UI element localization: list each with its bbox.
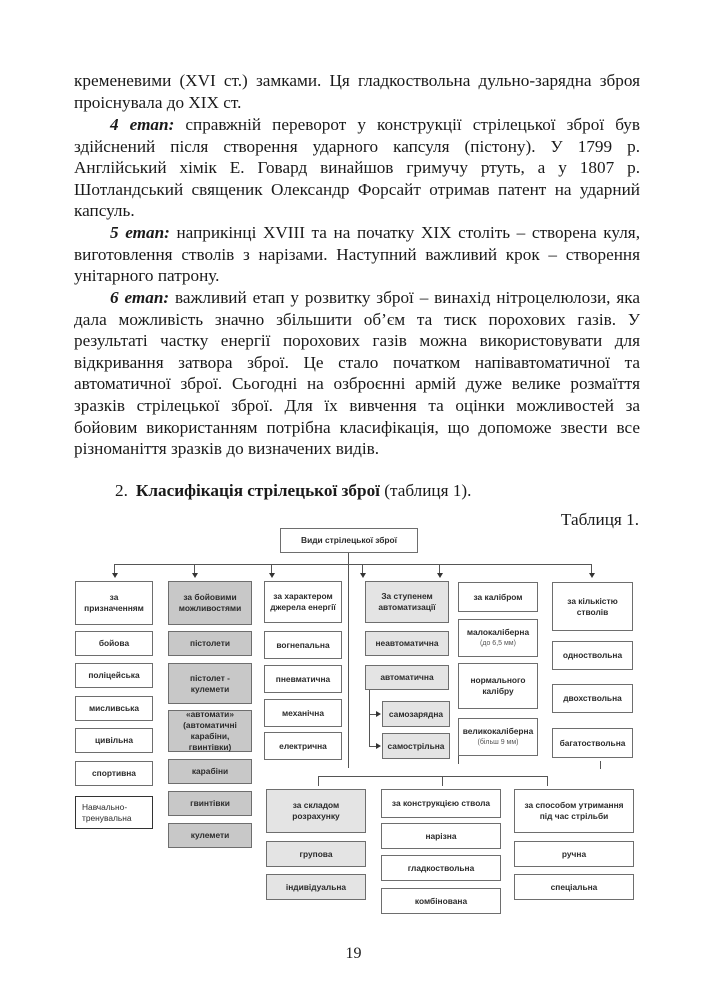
section-heading: 2. Класифікація стрілецької зброї (таблиця 1). [115, 481, 472, 500]
col4-item: самострільна [382, 733, 450, 759]
col9-item: спеціальна [514, 874, 634, 900]
paragraph-stage-6: 6 етап: важливий етап у розвитку зброї – винахід нітроцелюлози, яка дала можливість значно збільшити об’єм та тиск порохових газів. У результаті частку енергії порохових газів можна використовувати для відкривання затвора зброї. Це стало початком напівавтоматичної та автоматичної зброї. Сьогодні на озброєнні армій дуже велике розмаїття зразків стрілецької зброї. Для їх вивчення та оцінки можливостей за бойовим використанням потрібна класифікація, що допоможе звести все різноманіття зразків до визначених видів. [74, 288, 640, 459]
arrow-down-icon [360, 573, 366, 578]
col1-header: за призначенням [75, 581, 153, 625]
col3-item: пневматична [264, 665, 342, 693]
connector-line [114, 564, 592, 565]
connector-line [600, 761, 601, 769]
paragraph-1: кременевими (XVI ст.) замками. Ця гладкоствольна дульно-зарядна зброя проіснувала до XIX ст. [74, 71, 640, 112]
connector-line [318, 776, 548, 777]
col1-item: бойова [75, 631, 153, 656]
col5-item: нормального калібру [458, 663, 538, 709]
arrow-right-icon [376, 711, 381, 717]
connector-line [547, 776, 548, 786]
col1-item: цивільна [75, 728, 153, 753]
col2-item-automats: «автомати» (автоматичні карабіни, гвинтівки) [168, 710, 252, 752]
page-number: 19 [345, 945, 362, 962]
col5-item-large-caliber: великокаліберна (більш 9 мм) [458, 718, 538, 756]
col9-item: ручна [514, 841, 634, 867]
stage-6-label: 6 етап: [110, 288, 170, 307]
col6-header: за кількістю стволів [552, 582, 633, 631]
arrow-down-icon [589, 573, 595, 578]
arrow-down-icon [112, 573, 118, 578]
arrow-down-icon [192, 573, 198, 578]
col8-item: гладкоствольна [381, 855, 501, 881]
col2-item: пістолет - кулемети [168, 663, 252, 704]
col3-header: за характером джерела енергії [264, 581, 342, 623]
col2-item: карабіни [168, 759, 252, 784]
stage-4-label: 4 етап: [110, 115, 175, 134]
col7-item: індивідуальна [266, 874, 366, 900]
col3-item: механічна [264, 699, 342, 727]
col8-header: за конструкцією ствола [381, 789, 501, 818]
paragraph-stage-4: 4 етап: справжній переворот у конструкції стрілецької зброї був здійснений після створення ударного капсуля (пістону). У 1799 р. Англійський хімік Е. Говард винайшов гримучу ртуть, а у 1807 р. Шотландський священик Олександр Форсайт отримав патент на ударний капсуль. [74, 115, 640, 221]
col8-item: комбінована [381, 888, 501, 914]
connector-line [318, 776, 319, 786]
table-label: Таблиця 1. [560, 510, 639, 529]
col5-header: за калібром [458, 582, 538, 612]
col6-item: двохствольна [552, 684, 633, 713]
col2-item: гвинтівки [168, 791, 252, 816]
col2-item: кулемети [168, 823, 252, 848]
col1-item: мисливська [75, 696, 153, 721]
col1-item: поліцейська [75, 663, 153, 688]
col2-item: пістолети [168, 631, 252, 656]
arrow-right-icon [376, 743, 381, 749]
col1-item: Навчально-тренувальна [75, 796, 153, 829]
col4-header: За ступенем автоматизації [365, 581, 449, 623]
connector-line [442, 776, 443, 786]
diagram-root: Види стрілецької зброї [280, 528, 418, 553]
col1-item: спортивна [75, 761, 153, 786]
col3-item: вогнепальна [264, 631, 342, 659]
col2-header: за бойовими можливостями [168, 581, 252, 625]
col4-item: неавтоматична [365, 631, 449, 656]
col6-item: багатоствольна [552, 728, 633, 758]
arrow-down-icon [437, 573, 443, 578]
col7-header: за складом розрахунку [266, 789, 366, 833]
col9-header: за способом утримання під час стрільби [514, 789, 634, 833]
col7-item: групова [266, 841, 366, 867]
connector-line [348, 553, 349, 768]
col4-item: самозарядна [382, 701, 450, 727]
col8-item: нарізна [381, 823, 501, 849]
paragraph-stage-5: 5 етап: наприкінці XVIII та на початку XIX століть – створена куля, виготовлення стволів з нарізами. Наступний важливий крок – створення унітарного патрону. [74, 223, 640, 286]
connector-line [458, 756, 459, 764]
stage-5-label: 5 етап: [110, 223, 170, 242]
arrow-down-icon [269, 573, 275, 578]
col6-item: одноствольна [552, 641, 633, 670]
col3-item: електрична [264, 732, 342, 760]
col5-item-small-caliber: малокаліберна (до 6,5 мм) [458, 619, 538, 657]
col4-item: автоматична [365, 665, 449, 690]
connector-line [369, 690, 370, 746]
